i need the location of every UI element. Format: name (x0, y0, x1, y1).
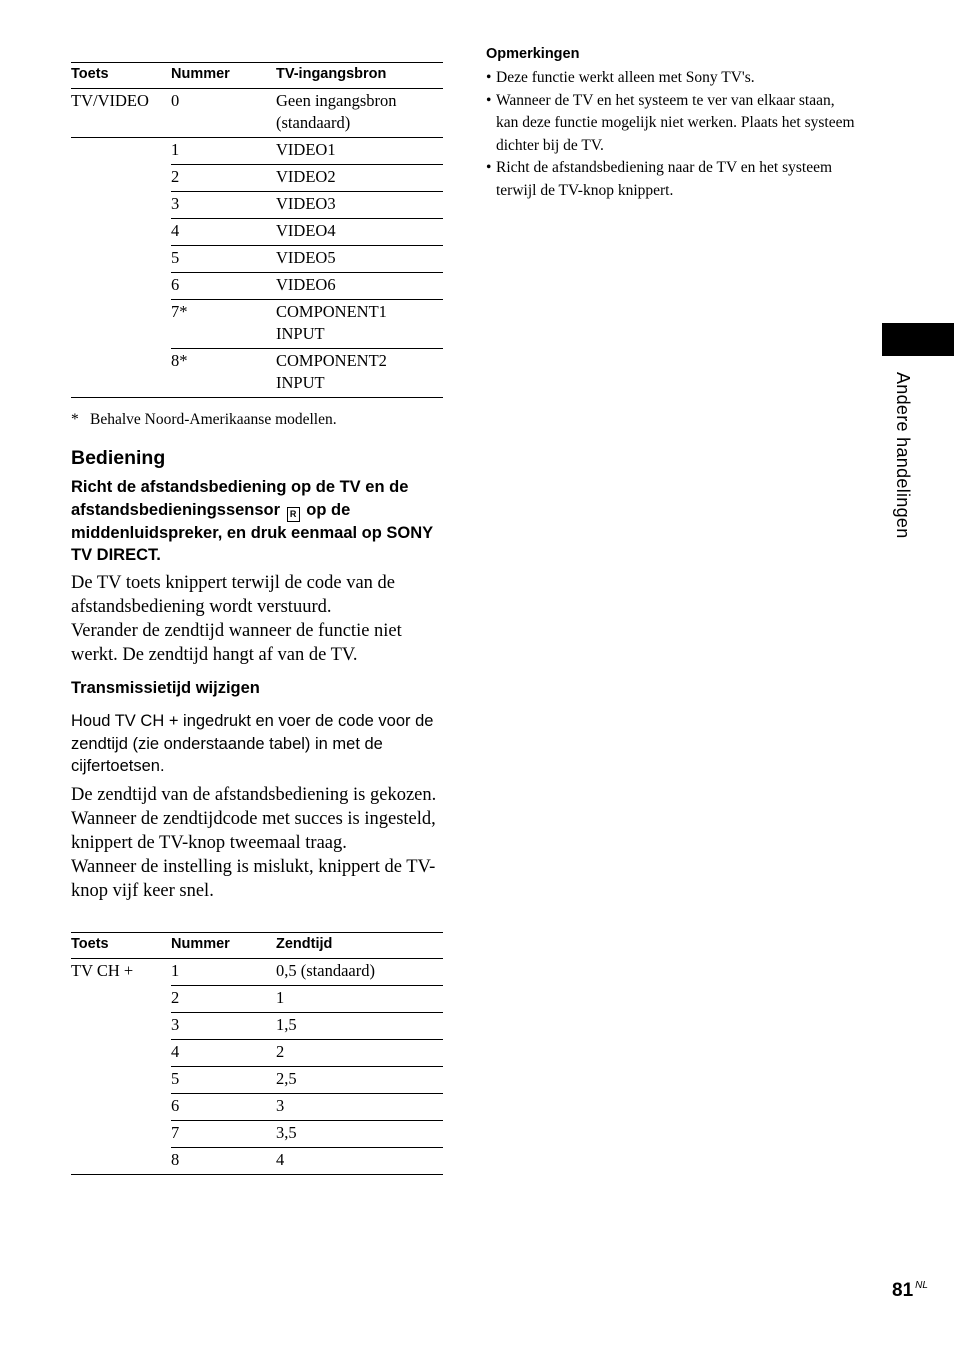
col-header-nummer: Nummer (171, 933, 276, 959)
page-number-value: 81 (892, 1280, 914, 1301)
key-cell (71, 1067, 171, 1094)
note-text: Wanneer de TV en het systeem te ver van elkaar staan, kan deze functie mogelijk niet werken. Plaats het systeem dichter bij de TV. (496, 91, 855, 154)
bullet: • (486, 91, 492, 109)
remote-sensor-icon: R (287, 507, 300, 522)
page-language-suffix: NL (915, 1280, 928, 1291)
value-line: (standaard) (276, 113, 351, 132)
col-header-toets: Toets (71, 933, 171, 959)
col-header-toets: Toets (71, 63, 171, 89)
value-cell: 1 (276, 986, 443, 1013)
key-cell (71, 986, 171, 1013)
list-item (486, 157, 856, 202)
number-cell: 5 (171, 1067, 276, 1094)
number-cell: 6 (171, 1094, 276, 1121)
instruction-text: op de middenluidspreker, en druk eenmaal op SONY TV DIRECT. (71, 500, 433, 564)
value-cell: 0,5 (standaard) (276, 959, 443, 986)
table-row (71, 1013, 443, 1040)
note-text: Richt de afstandsbediening naar de TV en het systeem terwijl de TV-knop knippert. (496, 159, 833, 199)
table-row (71, 986, 443, 1013)
value-line: INPUT (276, 373, 325, 392)
col-header-zendtijd: Zendtijd (276, 933, 443, 959)
side-tab-marker (882, 323, 954, 356)
key-cell (71, 165, 171, 192)
number-cell: 0 (171, 89, 276, 138)
value-cell: VIDEO3 (276, 192, 443, 219)
number-cell: 4 (171, 1040, 276, 1067)
footnote-text: Behalve Noord-Amerikaanse modellen. (90, 411, 337, 428)
notes-list (486, 67, 856, 202)
value-cell: 1,5 (276, 1013, 443, 1040)
number-cell: 7 (171, 1121, 276, 1148)
bullet: • (486, 159, 492, 176)
key-cell (71, 1094, 171, 1121)
transmission-time-table (71, 932, 443, 1175)
section-heading-bediening: Bediening (71, 447, 166, 469)
table-row (71, 219, 443, 246)
number-cell: 4 (171, 219, 276, 246)
table-row (71, 349, 443, 398)
value-line: COMPONENT1 (276, 302, 387, 321)
paragraph: Wanneer de instelling is mislukt, knippert de TV-knop vijf keer snel. (71, 857, 436, 901)
key-cell (71, 219, 171, 246)
key-cell (71, 1040, 171, 1067)
value-cell: VIDEO5 (276, 246, 443, 273)
table-row (71, 273, 443, 300)
side-tab-label: Andere handelingen (893, 372, 913, 539)
paragraph: De zendtijd van de afstandsbediening is gekozen. (71, 785, 437, 805)
table-row (71, 1121, 443, 1148)
transmissie-body (71, 783, 446, 903)
number-cell: 6 (171, 273, 276, 300)
key-cell (71, 1148, 171, 1175)
table-row (71, 165, 443, 192)
key-cell (71, 246, 171, 273)
key-cell (71, 273, 171, 300)
transmissie-instruction: Houd TV CH + ingedrukt en voer de code voor de zendtijd (zie onderstaande tabel) in met de cijfertoetsen. (71, 712, 434, 775)
value-line: Geen ingangsbron (276, 91, 397, 110)
value-cell (276, 349, 443, 398)
footnote-marker: * (71, 411, 79, 428)
paragraph: Verander de zendtijd wanneer de functie niet werkt. De zendtijd hangt af van de TV. (71, 621, 402, 665)
value-cell (276, 300, 443, 349)
key-cell: TV/VIDEO (71, 89, 171, 138)
col-header-nummer: Nummer (171, 63, 276, 89)
table-row (71, 1040, 443, 1067)
key-cell: TV CH + (71, 961, 134, 980)
col-header-source: TV-ingangsbron (276, 63, 443, 89)
value-line: COMPONENT2 (276, 351, 387, 370)
value-cell: 3 (276, 1094, 443, 1121)
key-cell (71, 349, 171, 398)
instruction-text: Richt de afstandsbediening op de TV en de afstandsbedieningssensor (71, 478, 409, 519)
value-line: INPUT (276, 324, 325, 343)
value-cell: 3,5 (276, 1121, 443, 1148)
value-cell: 4 (276, 1148, 443, 1175)
value-cell: VIDEO2 (276, 165, 443, 192)
number-cell: 5 (171, 246, 276, 273)
note-text: Deze functie werkt alleen met Sony TV's. (496, 69, 755, 86)
value-cell (276, 89, 443, 138)
table-row (71, 192, 443, 219)
paragraph: De TV toets knippert terwijl de code van de afstandsbediening wordt verstuurd. (71, 573, 396, 617)
number-cell: 3 (171, 192, 276, 219)
value-cell: VIDEO4 (276, 219, 443, 246)
number-cell: 2 (171, 165, 276, 192)
subsection-heading-transmissie: Transmissietijd wijzigen (71, 679, 260, 697)
key-cell (71, 192, 171, 219)
number-cell: 7* (171, 300, 276, 349)
input-source-table (71, 62, 443, 398)
paragraph: Wanneer de zendtijdcode met succes is ingesteld, knippert de TV-knop tweemaal traag. (71, 809, 436, 853)
table-row (71, 1094, 443, 1121)
table-row (71, 1067, 443, 1094)
table-row (71, 89, 443, 138)
list-item (486, 90, 856, 158)
page-number (892, 1280, 928, 1302)
list-item (486, 67, 856, 90)
bediening-instruction (71, 476, 446, 567)
value-cell: 2 (276, 1040, 443, 1067)
table-row (71, 300, 443, 349)
number-cell: 1 (171, 959, 276, 986)
table-row (71, 246, 443, 273)
value-cell: VIDEO1 (276, 138, 443, 165)
number-cell: 1 (171, 138, 276, 165)
value-cell: 2,5 (276, 1067, 443, 1094)
table-row (71, 1148, 443, 1175)
table-footnote (71, 411, 337, 429)
notes-title: Opmerkingen (486, 46, 580, 62)
number-cell: 8 (171, 1148, 276, 1175)
table-row (71, 959, 443, 986)
key-cell (71, 1121, 171, 1148)
bediening-body (71, 571, 446, 667)
number-cell: 3 (171, 1013, 276, 1040)
table-row (71, 138, 443, 165)
number-cell: 8* (171, 349, 276, 398)
value-cell: VIDEO6 (276, 273, 443, 300)
key-cell (71, 300, 171, 349)
bullet: • (486, 69, 492, 86)
key-cell (71, 1013, 171, 1040)
key-cell (71, 138, 171, 165)
number-cell: 2 (171, 986, 276, 1013)
